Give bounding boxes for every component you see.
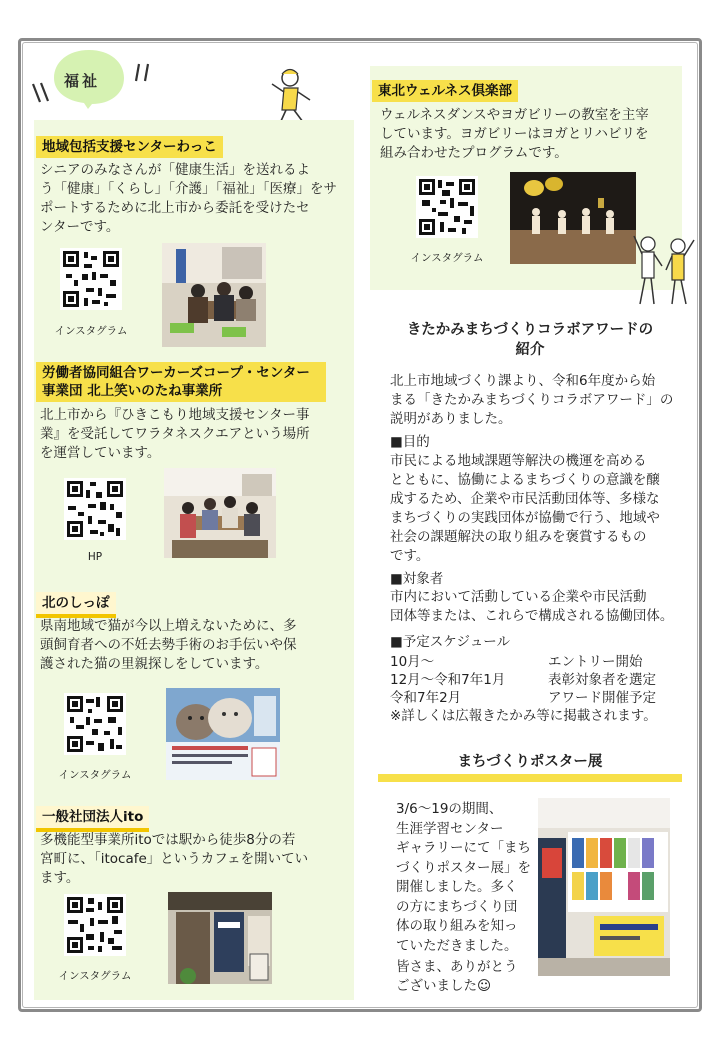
qr-code[interactable] bbox=[64, 693, 126, 755]
section-body-workers-coop: 北上市から『ひきこもり地域支援センター事 業』を受託してワラタネスクエアという場所 を運営しています。 bbox=[40, 407, 310, 461]
qr-code[interactable] bbox=[64, 894, 126, 956]
section-title-ito: 一般社団法人ito bbox=[36, 806, 149, 832]
photo-workers-coop bbox=[164, 468, 276, 558]
award-note: ※詳しくは広報きたかみ等に掲載されます。 bbox=[390, 708, 657, 724]
section-body-ito: 多機能型事業所itoでは駅から徒歩8分の若 宮町に、「itocafe」というカフェを開いてい ます。 bbox=[40, 832, 309, 886]
qr-code[interactable] bbox=[416, 176, 478, 238]
photo-dance-stage bbox=[510, 172, 636, 264]
qr-caption: インスタグラム bbox=[58, 769, 132, 781]
section-body-tohoku-wellness: ウェルネスダンスやヨガビリーの教室を主宰 しています。ヨガビリーはヨガとリハビリを 組み合わせたプログラムです。 bbox=[380, 107, 649, 161]
photo-itocafe bbox=[168, 892, 272, 984]
schedule-when: 10月～ bbox=[390, 654, 435, 670]
photo-poster-exhibition bbox=[538, 798, 670, 976]
section-title-tohoku-wellness: 東北ウェルネス倶楽部 bbox=[372, 80, 518, 102]
qr-code[interactable] bbox=[60, 248, 122, 310]
award-target: 市内において活動している企業や市民活動 団体等または、これらで構成される協働団体。 bbox=[390, 589, 674, 624]
award-purpose: 市民による地域課題等解決の機運を高める とともに、協働によるまちづくりの意識を醸 成するため、企業や市民活動団体等、多様な まちづくりの実践団体が協働で行う、地域や 社会の課題解決の取り組みを褒賞するもの です。 bbox=[390, 453, 660, 564]
qr-code[interactable] bbox=[64, 478, 126, 540]
section-title-kita-no-shippo: 北のしっぽ bbox=[36, 592, 116, 618]
award-intro: 北上市地域づくり課より、令和6年度から始 まる「きたかみまちづくりコラボアワード」の 説明がありました。 bbox=[390, 373, 674, 427]
accent-marks-left bbox=[30, 80, 52, 106]
qr-caption: インスタグラム bbox=[54, 325, 128, 337]
schedule-what: 表彰対象者を選定 bbox=[548, 672, 656, 688]
section-body-wakko: シニアのみなさんが「健康生活」を送れるよ う「健康」「くらし」「介護」「福祉」「医療」をサ ポートするために北上市から委託を受けたセ ンターです。 bbox=[40, 162, 337, 235]
section-title-wakko: 地域包括支援センターわっこ bbox=[36, 136, 223, 158]
poster-title: まちづくりポスター展 bbox=[457, 754, 603, 770]
exercise-illustration bbox=[628, 232, 698, 308]
poster-thanks: 皆さま、ありがとう ございました☺ bbox=[396, 959, 518, 994]
award-target-heading: ■対象者 bbox=[390, 571, 444, 587]
poster-title-bar bbox=[378, 774, 682, 782]
award-title: きたかみまちづくりコラボアワードの 紹介 bbox=[406, 322, 654, 358]
photo-consultation bbox=[162, 243, 266, 347]
qr-caption: インスタグラム bbox=[410, 252, 484, 264]
section-body-kita-no-shippo: 県南地域で猫が今以上増えないために、多 頭飼育者への不妊去勢手術のお手伝いや保 護された猫の里親探しをしています。 bbox=[40, 618, 297, 672]
qr-caption: インスタグラム bbox=[58, 970, 132, 982]
schedule-when: 令和7年2月 bbox=[390, 690, 462, 706]
photo-cat-flyer bbox=[166, 688, 280, 780]
badge-label: 福祉 bbox=[64, 72, 101, 90]
schedule-what: アワード開催予定 bbox=[548, 690, 656, 706]
award-purpose-heading: ■目的 bbox=[390, 434, 430, 450]
qr-caption: HP bbox=[87, 551, 103, 563]
award-schedule-heading: ■予定スケジュール bbox=[390, 634, 510, 650]
poster-body: 3/6～19の期間、 生涯学習センター ギャラリーにて「まち づくりポスター展」を 開催しました。多く の方にまちづくり団 体の取り組みを知っ ていただきました。 bbox=[396, 801, 531, 954]
section-title-workers-coop: 労働者協同組合ワーカーズコープ・センター 事業団 北上笑いのたね事業所 bbox=[36, 362, 326, 402]
accent-marks-right bbox=[134, 62, 154, 84]
schedule-what: エントリー開始 bbox=[548, 654, 643, 670]
schedule-when: 12月～令和7年1月 bbox=[390, 672, 506, 688]
